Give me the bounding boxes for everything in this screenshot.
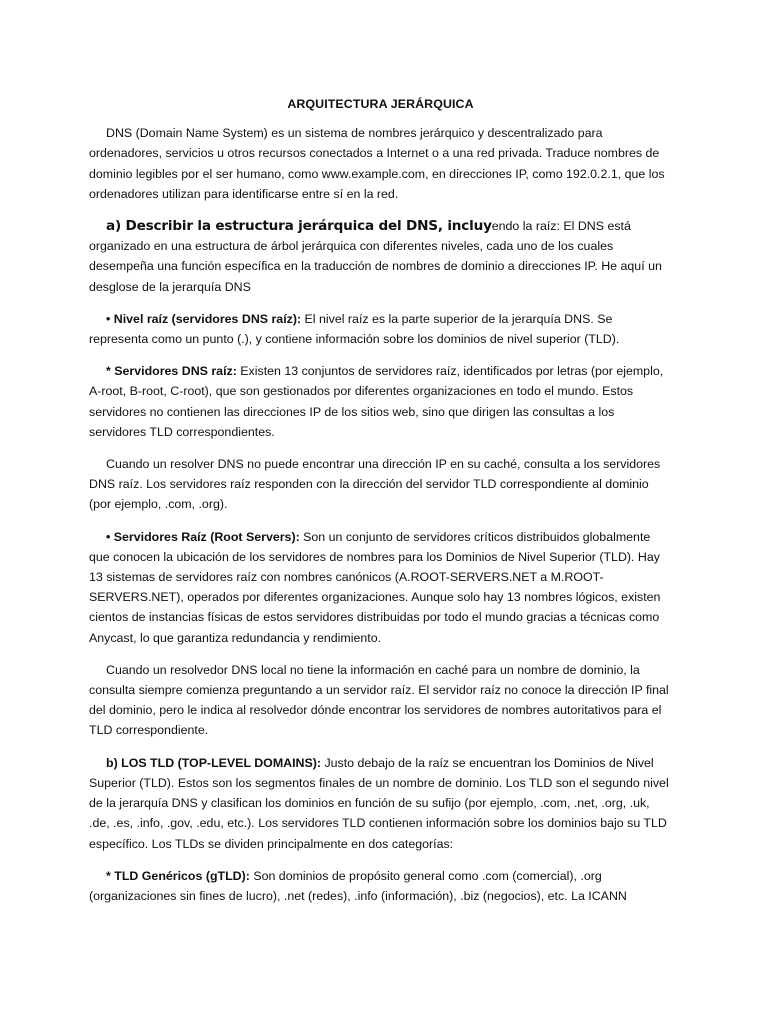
section-b-text: Justo debajo de la raíz se encuentran los Dominios de Nivel Superior (TLD). Estos son los segmentos finales de un nombre de dominio. Los TLD son el segundo nivel de la jerarquía DNS y clasifican los dominios en función de su sufijo (por ejemplo, .com, .net, .org, .uk, .de, .es, .info, .gov, .edu, etc.). Los servidores TLD contienen información sobre los dominios bajo su TLD específico. Los TLDs se dividen principalmente en dos categorías: xyxy=(89,755,669,851)
root-servers-paragraph xyxy=(89,527,672,648)
resolver-paragraph: Cuando un resolver DNS no puede encontrar una dirección IP en su caché, consulta a los servidores DNS raíz. Los servidores raíz responden con la dirección del servidor TLD correspondiente al dominio (por ejemplo, .com, .org). xyxy=(89,457,661,512)
page-title: ARQUITECTURA JERÁRQUICA xyxy=(287,97,474,111)
root-servers-text: Son un conjunto de servidores críticos distribuidos globalmente que conocen la ubicación de los servidores de nombres para los Dominios de Nivel Superior (TLD). Hay 13 sistemas de servidores raíz con nombres canónicos (A.ROOT-SERVERS.NET a M.ROOT-SERVERS.NET), operados por diferentes organizaciones. Aunque solo hay 13 nombres lógicos, existen cientos de instancias físicas de estos servidores distribuidas por todo el mundo gracias a técnicas como Anycast, lo que garantiza redundancia y rendimiento. xyxy=(89,529,661,645)
gtld-label: * TLD Genéricos (gTLD): xyxy=(106,868,250,883)
section-a-text: endo la raíz: El DNS está organizado en una estructura de árbol jerárquica con diferentes niveles, cada uno de los cuales desempeña una función específica en la traducción de nombres de dominio a direcciones IP. He aquí un desglose de la jerarquía DNS xyxy=(89,219,662,294)
nivel-raiz-text: El nivel raíz es la parte superior de la jerarquía DNS. Se representa como un punto (.), y contiene información sobre los dominios de nivel superior (TLD). xyxy=(89,311,620,347)
servidores-dns-raiz-paragraph xyxy=(89,361,672,442)
section-a-heading: a) Describir la estructura jerárquica del DNS, incluy xyxy=(106,218,492,235)
section-a-paragraph xyxy=(89,216,672,297)
nivel-raiz-paragraph xyxy=(89,309,672,349)
servidores-dns-raiz-label: * Servidores DNS raíz: xyxy=(106,364,237,379)
section-b-paragraph xyxy=(89,753,672,854)
section-b-label: b) LOS TLD (TOP-LEVEL DOMAINS): xyxy=(106,755,321,770)
resolvedor-paragraph: Cuando un resolvedor DNS local no tiene la información en caché para un nombre de dominio, la consulta siempre comienza preguntando a un servidor raíz. El servidor raíz no conoce la dirección IP final del dominio, pero le indica al resolvedor dónde encontrar los servidores de nombres autoritativos para el TLD correspondiente. xyxy=(89,662,669,738)
intro-paragraph: DNS (Domain Name System) es un sistema de nombres jerárquico y descentralizado para ordenadores, servicios u otros recursos conectados a Internet o a una red privada. Traduce nombres de dominio legibles por el ser humano, como www.example.com, en direcciones IP, como 192.0.2.1, que los ordenadores utilizan para identificarse entre sí en la red. xyxy=(89,126,665,201)
gtld-text: Son dominios de propósito general como .com (comercial), .org (organizaciones sin fines de lucro), .net (redes), .info (información), .biz (negocios), etc. La ICANN xyxy=(89,868,627,903)
servidores-dns-raiz-text: Existen 13 conjuntos de servidores raíz, identificados por letras (por ejemplo, A-root, B-root, C-root), que son gestionados por diferentes organizaciones en todo el mundo. Estos servidores no contienen las direcciones IP de los sitios web, sino que dirigen las consultas a los servidores TLD correspondientes. xyxy=(89,364,664,439)
gtld-paragraph xyxy=(89,866,672,906)
nivel-raiz-label: • Nivel raíz (servidores DNS raíz): xyxy=(106,311,302,326)
root-servers-label: • Servidores Raíz (Root Servers): xyxy=(106,529,300,544)
